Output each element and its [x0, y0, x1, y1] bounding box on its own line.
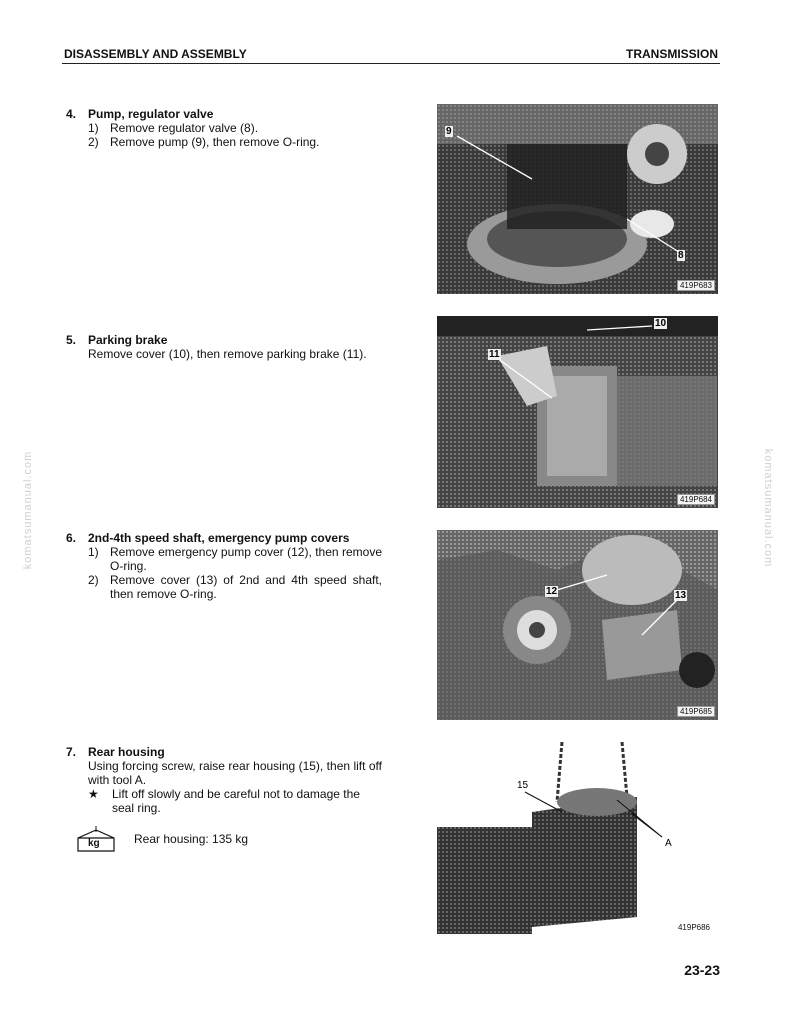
callout-9: 9 [446, 126, 452, 137]
step-title: 7. Rear housing [66, 745, 165, 759]
sub-step: 1) Remove emergency pump cover (12), then remove O-ring. [88, 545, 382, 573]
header-rule [62, 63, 720, 64]
callout-12: 12 [546, 586, 558, 597]
photo-code: 419P683 [677, 280, 715, 291]
photo-code: 419P684 [677, 494, 715, 505]
photo-code: 419P685 [677, 706, 715, 717]
callout-8: 8 [678, 250, 684, 261]
header-section-title: DISASSEMBLY AND ASSEMBLY [64, 47, 247, 61]
watermark-left: komatsumanual.com [22, 450, 34, 570]
sub-step: 2) Remove cover (13) of 2nd and 4th speed shaft, then remove O-ring. [88, 573, 382, 601]
callout-13: 13 [675, 590, 687, 601]
watermark-right: komatsumanual.com [762, 448, 774, 568]
photo-parking-brake [437, 316, 718, 508]
photo-rear-housing [437, 742, 718, 934]
step-text: Using forcing screw, raise rear housing (15), then lift off with tool A. [88, 759, 382, 787]
caution-note: ★ Lift off slowly and be careful not to damage the seal ring. [88, 787, 360, 815]
step-title: 6. 2nd-4th speed shaft, emergency pump covers [66, 531, 350, 545]
step-5 [66, 333, 382, 361]
step-6 [66, 531, 382, 601]
step-7 [66, 745, 382, 815]
callout-15: 15 [517, 780, 529, 791]
weight-kg-icon: kg [74, 826, 118, 852]
callout-10: 10 [655, 318, 667, 329]
photo-pump-regulator-valve [437, 104, 718, 294]
step-title: 5. Parking brake [66, 333, 168, 347]
star-icon: ★ [88, 787, 99, 801]
header-chapter-title: TRANSMISSION [625, 47, 718, 61]
step-title: 4. Pump, regulator valve [66, 107, 214, 121]
photo-code: 419P686 [677, 923, 710, 932]
step-4 [66, 107, 382, 149]
callout-A: A [665, 838, 672, 849]
page-number: 23-23 [684, 962, 720, 978]
sub-step: 1) Remove regulator valve (8). [88, 121, 259, 135]
photo-speed-shaft-covers [437, 530, 718, 720]
sub-step: 2) Remove pump (9), then remove O-ring. [88, 135, 320, 149]
step-text: Remove cover (10), then remove parking brake (11). [88, 347, 367, 361]
callout-11: 11 [489, 349, 500, 360]
weight-text: Rear housing: 135 kg [134, 832, 249, 846]
weight-info [74, 826, 248, 852]
